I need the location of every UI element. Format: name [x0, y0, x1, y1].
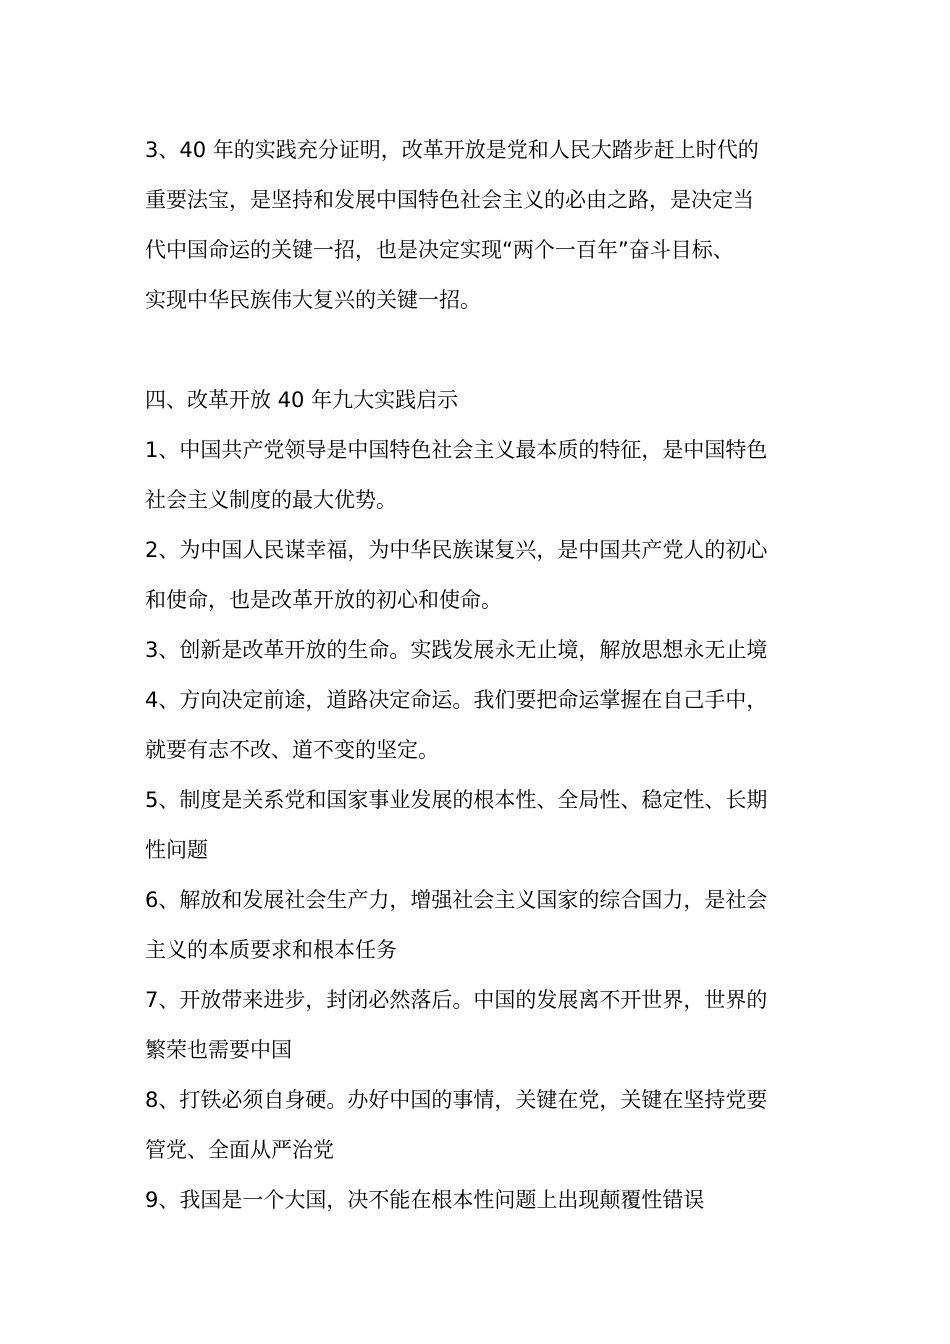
paragraph-3-line-1: 3、40 年的实践充分证明，改革开放是党和人民大踏步赶上时代的: [145, 138, 759, 162]
item-4-line-1: 4、方向决定前途，道路决定命运。我们要把命运掌握在自己手中，: [145, 688, 768, 712]
item-7-line-2: 繁荣也需要中国: [145, 1038, 292, 1062]
item-8-line-1: 8、打铁必须自身硬。办好中国的事情，关键在党，关键在坚持党要: [145, 1088, 768, 1112]
item-1-line-2: 社会主义制度的最大优势。: [145, 488, 397, 512]
item-3-line-1: 3、创新是改革开放的生命。实践发展永无止境，解放思想永无止境: [145, 638, 768, 662]
paragraph-3-line-3: 代中国命运的关键一招，也是决定实现“两个一百年”奋斗目标、: [145, 238, 734, 262]
item-2-line-1: 2、为中国人民谋幸福，为中华民族谋复兴，是中国共产党人的初心: [145, 538, 768, 562]
item-7-line-1: 7、开放带来进步，封闭必然落后。中国的发展离不开世界，世界的: [145, 988, 768, 1012]
section-heading: 四、改革开放 40 年九大实践启示: [145, 388, 459, 412]
paragraph-3-line-2: 重要法宝，是坚持和发展中国特色社会主义的必由之路，是决定当: [145, 188, 754, 212]
item-6-line-1: 6、解放和发展社会生产力，增强社会主义国家的综合国力，是社会: [145, 888, 768, 912]
item-4-line-2: 就要有志不改、道不变的坚定。: [145, 738, 439, 762]
item-2-line-2: 和使命，也是改革开放的初心和使命。: [145, 588, 502, 612]
item-9-line-1: 9、我国是一个大国，决不能在根本性问题上出现颠覆性错误: [145, 1188, 705, 1212]
paragraph-3-line-4: 实现中华民族伟大复兴的关键一招。: [145, 288, 481, 312]
item-5-line-1: 5、制度是关系党和国家事业发展的根本性、全局性、稳定性、长期: [145, 788, 768, 812]
item-1-line-1: 1、中国共产党领导是中国特色社会主义最本质的特征，是中国特色: [145, 438, 768, 462]
item-5-line-2: 性问题: [145, 838, 208, 862]
item-8-line-2: 管党、全面从严治党: [145, 1138, 334, 1162]
item-6-line-2: 主义的本质要求和根本任务: [145, 938, 397, 962]
